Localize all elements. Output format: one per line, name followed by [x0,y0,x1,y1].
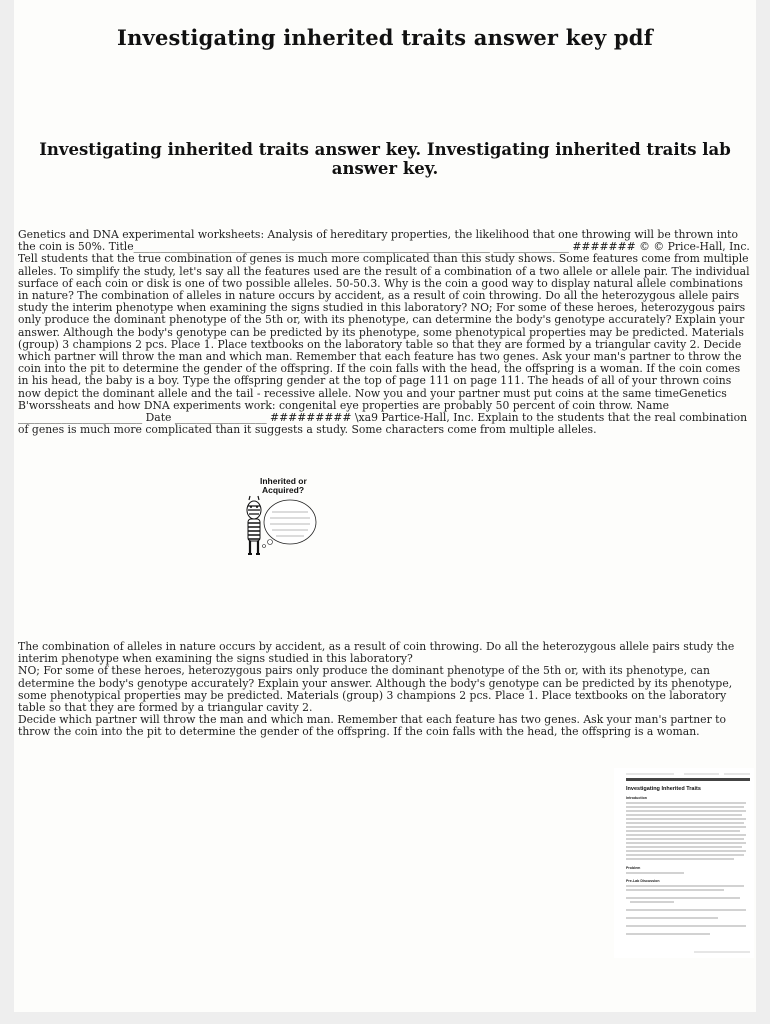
worksheet-thumbnail [614,768,754,958]
inherited-or-acquired-illustration [240,474,324,558]
thumbnail-section-problem: Problem [626,866,641,870]
page-title: Investigating inherited traits answer key pdf [117,25,653,50]
paragraph-line: NO; For some of these heroes, heterozygous pairs only produce the dominant phenotype of the 5th or, with its phenotype, can determine the body's genotype accurately? Explain your answer. Although the body's genotype can be predicted by its phenotype, some phenotypical properties may be predicted. Materials (group) 3 champions 2 pcs. Place 1. Place textbooks on the laboratory table so that they are formed by a triangular cavity 2. [18,664,733,715]
page-subtitle: Investigating inherited traits answer key. Investigating inherited traits lab answer key. [39,140,731,178]
cartoon-caption-line1: Inherited or [260,476,307,486]
second-paragraph [18,641,751,739]
paragraph-line: Decide which partner will throw the man and which man. Remember that each feature has two genes. Ask your man's partner to throw the coin into the pit to determine the gender of the offspring. If the coin falls with the head, the offspring is a woman. [18,713,727,739]
paragraph-text: Genetics and DNA experimental worksheets: Analysis of hereditary properties, the likelihood that one throwing will be thrown into the coin is 50%. Title__________________________________________________________________ ______________ ####### © © Price-Hall, Inc. Tell students that the true combination of genes is much more complicated than this study shows. Some features come from multiple alleles. To simplify the study, let's say all the features used are the result of a combination of a two allele or allele pair. The individual surface of each coin or disk is one of two possible alleles. 50-50.3. Why is the coin a good way to display natural allele combinations in nature? The combination of alleles in nature occurs by accident, as a result of coin throwing. Do all the heterozygous allele pairs study the interim phenotype when examining the signs studied in this laboratory? NO; For some of these heroes, heterozygous pairs only produce the dominant phenotype of the 5th or, with its phenotype, can determine the body's genotype accurately? Explain your answer. Although the body's genotype can be predicted by its phenotype, some phenotypical properties may be predicted. Materials (group) 3 champions 2 pcs. Place 1. Place textbooks on the laboratory table so that they are formed by a triangular cavity 2. Decide which partner will throw the man and which man. Remember that each feature has two genes. Ask your man's partner to throw the coin into the pit to determine the gender of the offspring. If the coin falls with the head, the offspring is a woman. If the coin comes in his head, the baby is a boy. Type the offspring gender at the top of page 111 on page 111. The heads of all of your thrown coins now depict the dominant allele and the tail - recessive allele. Now you and your partner must put coins at the same timeGenetics B'worssheats and how DNA experiments work: congenital eye properties are probably 50 percent of coin throw. Name _______________________ Date _________________ ######### \xa9 Partice-Hall, Inc. Explain to the students that the real combination of genes is much more complicated than it suggests a study. Some characters come from multiple alleles. [18,228,750,437]
thumbnail-heading: Investigating Inherited Traits [626,786,701,792]
paragraph-line: The combination of alleles in nature occurs by accident, as a result of coin throwing. Do all the heterozygous allele pairs study the interim phenotype when examining the signs studied in this laboratory? [18,640,735,666]
thumbnail-section-intro: Introduction [626,796,647,800]
zebra-icon [247,496,261,554]
intro-paragraph [18,229,751,436]
thumbnail-section-prelab: Pre-Lab Discussion [626,879,660,883]
cartoon-caption-line2: Acquired? [262,485,305,495]
